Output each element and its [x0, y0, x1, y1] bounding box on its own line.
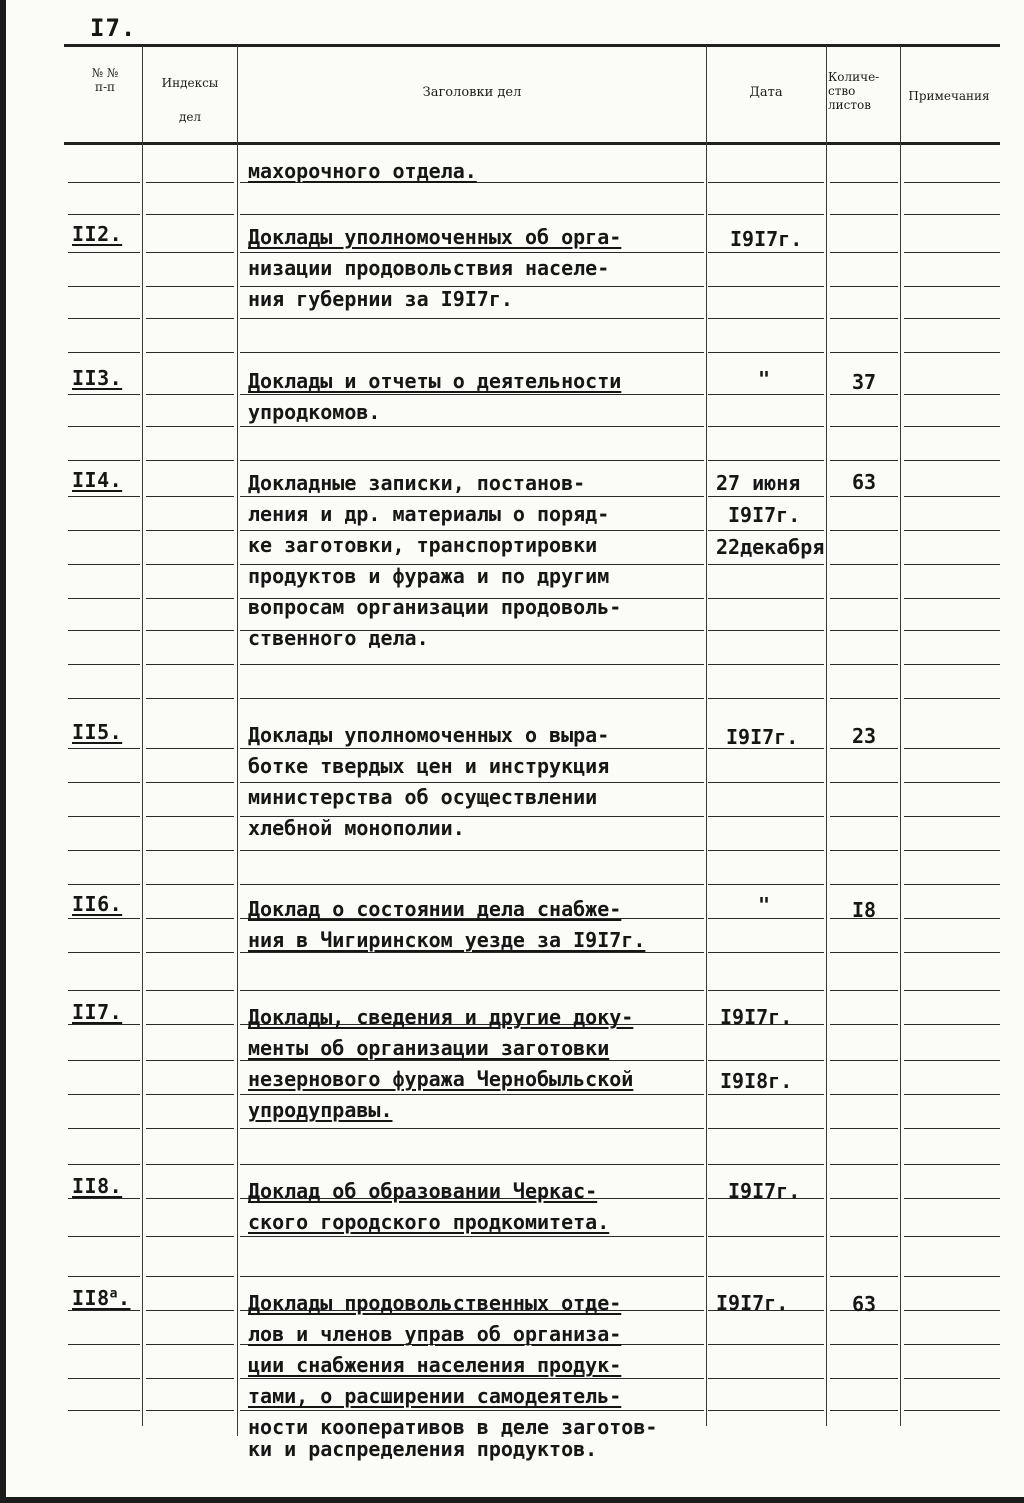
header-top-rule: [64, 44, 1000, 47]
ruled-line: [68, 530, 140, 531]
ruled-line: [68, 426, 140, 427]
ruled-line: [904, 884, 1000, 885]
ruled-line: [904, 252, 1000, 253]
ruled-line: [146, 816, 234, 817]
entry-title: [248, 894, 703, 956]
ruled-line: [68, 394, 140, 395]
ruled-line: [708, 182, 824, 183]
ruled-line: [708, 598, 824, 599]
ruled-line: [830, 782, 898, 783]
ruled-line: [146, 1060, 234, 1061]
ruled-line: [830, 182, 898, 183]
header-date: Дата: [749, 85, 783, 100]
ruled-line: [146, 1276, 234, 1277]
ruled-line: [708, 782, 824, 783]
ruled-line: [708, 318, 824, 319]
ruled-line: [830, 990, 898, 991]
entry-title-line: Доклады, сведения и другие доку-: [248, 1005, 634, 1029]
ruled-line: [708, 286, 824, 287]
entry-number-suffix: а: [109, 1286, 118, 1302]
entry-title-line: ния губернии за I9I7г.: [248, 287, 513, 311]
ruled-line: [830, 884, 898, 885]
entry-number: II8.: [72, 1174, 123, 1198]
ruled-line: [708, 352, 824, 353]
entry-date: I9I7г.: [720, 1005, 793, 1029]
ruled-line: [708, 664, 824, 665]
ruled-line: [904, 1198, 1000, 1199]
ruled-line: [904, 564, 1000, 565]
ruled-line: [68, 214, 140, 215]
ruled-line: [68, 918, 140, 919]
ruled-line: [830, 460, 898, 461]
ruled-line: [904, 1344, 1000, 1345]
ruled-line: [240, 1276, 704, 1277]
ruled-line: [708, 1276, 824, 1277]
entry-sheets: I8: [851, 898, 877, 922]
entry-date: I9I7г.: [730, 227, 803, 251]
entry-number: II6.: [72, 892, 123, 916]
ruled-line: [708, 630, 824, 631]
ruled-line: [830, 598, 898, 599]
ruled-line: [68, 598, 140, 599]
entry-title-line: министерства об осуществлении: [248, 785, 598, 809]
ruled-line: [904, 630, 1000, 631]
ruled-line: [146, 630, 234, 631]
ruled-line: [146, 952, 234, 953]
entry-title-line: лов и членов управ об организа-: [248, 1322, 622, 1346]
ruled-line: [146, 1128, 234, 1129]
entry-title-line: вопросам организации продоволь-: [248, 595, 622, 619]
ruled-line: [146, 782, 234, 783]
ruled-line: [146, 564, 234, 565]
ruled-line: [708, 460, 824, 461]
entry-title-line: Доклады продовольственных отде-: [248, 1291, 622, 1315]
ruled-line: [146, 352, 234, 353]
ruled-line: [708, 850, 824, 851]
ruled-line: [708, 698, 824, 699]
ruled-line: [68, 1094, 140, 1095]
entry-number-main: II8: [72, 1286, 110, 1310]
ruled-line: [708, 1128, 824, 1129]
ruled-line: [240, 460, 704, 461]
entry-number: II4.: [72, 468, 123, 492]
ruled-line: [830, 1128, 898, 1129]
ruled-line: [904, 782, 1000, 783]
ruled-line: [830, 318, 898, 319]
entry-title: [248, 720, 703, 844]
ruled-line: [146, 252, 234, 253]
scan-edge-bottom: [0, 1497, 1024, 1503]
entry-date: 22декабря: [716, 535, 825, 559]
column-divider-date: [826, 46, 827, 1426]
ruled-line: [240, 352, 704, 353]
header-bottom-rule: [64, 142, 1000, 145]
ruled-line: [240, 990, 704, 991]
entry-title: [248, 156, 703, 187]
ruled-line: [146, 664, 234, 665]
ruled-line: [146, 884, 234, 885]
ruled-line: [708, 1344, 824, 1345]
ruled-line: [904, 1128, 1000, 1129]
ruled-line: [830, 1024, 898, 1025]
ruled-line: [830, 564, 898, 565]
ruled-line: [68, 1410, 140, 1411]
entry-title-line: ского городского продкомитета.: [248, 1210, 610, 1234]
entry-date: I9I8г.: [720, 1069, 793, 1093]
ruled-line: [830, 1410, 898, 1411]
ruled-line: [146, 460, 234, 461]
entry-title-line: Докладные записки, постанов-: [248, 471, 586, 495]
entry-sheets: 37: [851, 370, 877, 394]
ruled-line: [708, 952, 824, 953]
entry-title: [248, 468, 703, 654]
ruled-line: [830, 1094, 898, 1095]
ruled-line: [146, 426, 234, 427]
ruled-line: [68, 748, 140, 749]
ruled-line: [146, 496, 234, 497]
page-number: I7.: [90, 14, 137, 42]
entry-sheets: 63: [851, 1292, 877, 1316]
ruled-line: [240, 214, 704, 215]
ruled-line: [146, 214, 234, 215]
scan-edge-left: [0, 0, 6, 1503]
ruled-line: [68, 1198, 140, 1199]
ruled-line: [68, 850, 140, 851]
ruled-line: [904, 1164, 1000, 1165]
ruled-line: [146, 1198, 234, 1199]
ruled-line: [68, 1128, 140, 1129]
ruled-line: [68, 816, 140, 817]
entry-title: [248, 366, 703, 428]
ruled-line: [708, 1378, 824, 1379]
ruled-line: [708, 214, 824, 215]
ruled-line: [830, 1164, 898, 1165]
ruled-line: [146, 598, 234, 599]
ruled-line: [68, 782, 140, 783]
entry-title-line: Доклады и отчеты о деятельности: [248, 369, 622, 393]
ruled-line: [904, 496, 1000, 497]
ruled-line: [830, 1198, 898, 1199]
entry-title-line: Доклады уполномоченных о выра-: [248, 723, 610, 747]
ruled-line: [830, 1060, 898, 1061]
entry-title: [248, 1288, 703, 1412]
ruled-line: [904, 1024, 1000, 1025]
entry-title-line: ки и распределения продуктов.: [248, 1437, 598, 1461]
ruled-line: [68, 1236, 140, 1237]
ruled-line: [904, 850, 1000, 851]
ruled-line: [708, 1060, 824, 1061]
ruled-line: [146, 918, 234, 919]
ruled-line: [68, 182, 140, 183]
ruled-line: [904, 664, 1000, 665]
entry-title-line: Доклад о состоянии дела снабже-: [248, 897, 622, 921]
ruled-line: [68, 1164, 140, 1165]
entry-sheets: 23: [851, 724, 877, 748]
header-notes: Примечания: [908, 89, 990, 103]
ruled-line: [146, 1094, 234, 1095]
ruled-line: [708, 1236, 824, 1237]
entry-number: II3.: [72, 366, 123, 390]
ruled-line: [68, 286, 140, 287]
ruled-line: [904, 352, 1000, 353]
ruled-line: [68, 496, 140, 497]
entry-number: $II8^а$.: [72, 1286, 131, 1310]
header-num: № № п-п: [91, 66, 119, 94]
ruled-line: [68, 252, 140, 253]
entry-title: [248, 222, 703, 315]
ruled-line: [830, 286, 898, 287]
ruled-line: [146, 1410, 234, 1411]
entry-title-line: Доклад об образовании Черкас-: [248, 1179, 598, 1203]
ruled-line: [830, 496, 898, 497]
entry-title-line: ления и др. материалы о поряд-: [248, 502, 610, 526]
ruled-line: [68, 664, 140, 665]
ruled-line: [240, 884, 704, 885]
ruled-line: [68, 1060, 140, 1061]
ruled-line: [904, 1276, 1000, 1277]
entry-title-line: упродкомов.: [248, 400, 381, 424]
entry-date: I9I7г.: [726, 725, 799, 749]
ruled-line: [904, 1310, 1000, 1311]
ruled-line: [904, 748, 1000, 749]
ruled-line: [146, 1164, 234, 1165]
ruled-line: [146, 286, 234, 287]
ruled-line: [68, 884, 140, 885]
ruled-line: [240, 664, 704, 665]
ruled-line: [830, 1236, 898, 1237]
ruled-line: [708, 426, 824, 427]
entry-number: II2.: [72, 222, 123, 246]
entry-title-line: незернового фуража Чернобыльской: [248, 1067, 634, 1091]
ruled-line: [830, 1344, 898, 1345]
entry-date-ditto: ": [758, 367, 771, 391]
entry-title-line: низации продовольствия населе-: [248, 256, 610, 280]
ruled-line: [904, 1060, 1000, 1061]
ruled-line: [146, 698, 234, 699]
entry-number: II7.: [72, 1000, 123, 1024]
entry-date: I9I7г.: [728, 503, 801, 527]
entry-title-line: ности кооперативов в деле заготов-: [248, 1415, 658, 1439]
ruled-line: [904, 1236, 1000, 1237]
column-divider-title: [706, 46, 707, 1426]
ruled-line: [904, 952, 1000, 953]
ruled-line: [68, 352, 140, 353]
ruled-line: [904, 182, 1000, 183]
ruled-line: [146, 394, 234, 395]
ruled-line: [904, 460, 1000, 461]
ruled-line: [708, 990, 824, 991]
ruled-line: [68, 952, 140, 953]
ruled-line: [830, 664, 898, 665]
ruled-line: [904, 816, 1000, 817]
ruled-line: [830, 1276, 898, 1277]
ruled-line: [708, 1164, 824, 1165]
ruled-line: [830, 952, 898, 953]
entry-sheets: 63: [851, 470, 877, 494]
entry-number: II5.: [72, 720, 123, 744]
ruled-line: [830, 252, 898, 253]
entry-date: I9I7г.: [716, 1291, 789, 1315]
entry-title-line: ственного дела.: [248, 626, 429, 650]
entry-date: I9I7г.: [728, 1179, 801, 1203]
entry-title-line: хлебной монополии.: [248, 816, 465, 840]
ruled-line: [240, 318, 704, 319]
ruled-line: [904, 426, 1000, 427]
ruled-line: [830, 1378, 898, 1379]
ruled-line: [68, 630, 140, 631]
ruled-line: [830, 426, 898, 427]
ruled-line: [146, 182, 234, 183]
header-title: Заголовки дел: [422, 85, 522, 100]
ruled-line: [68, 990, 140, 991]
ruled-line: [146, 530, 234, 531]
ruled-line: [708, 884, 824, 885]
ruled-line: [146, 1378, 234, 1379]
ruled-line: [708, 816, 824, 817]
ruled-line: [146, 850, 234, 851]
entry-title: [248, 1176, 703, 1238]
ruled-line: [904, 286, 1000, 287]
ruled-line: [830, 214, 898, 215]
ruled-line: [830, 698, 898, 699]
ruled-line: [146, 748, 234, 749]
ruled-line: [904, 1410, 1000, 1411]
ruled-line: [830, 748, 898, 749]
ruled-line: [904, 918, 1000, 919]
ruled-line: [68, 460, 140, 461]
ruled-line: [146, 318, 234, 319]
ruled-line: [904, 394, 1000, 395]
ruled-line: [830, 630, 898, 631]
column-divider-sheets: [900, 46, 901, 1426]
ruled-line: [904, 1378, 1000, 1379]
ruled-line: [904, 1094, 1000, 1095]
ruled-line: [240, 850, 704, 851]
ruled-line: [830, 394, 898, 395]
ruled-line: [240, 698, 704, 699]
ruled-line: [904, 598, 1000, 599]
ruled-line: [146, 1344, 234, 1345]
ruled-line: [68, 1024, 140, 1025]
ruled-line: [830, 816, 898, 817]
ruled-line: [68, 1344, 140, 1345]
ruled-line: [146, 1310, 234, 1311]
entry-title-line: махорочного отдела.: [248, 159, 477, 183]
ruled-line: [240, 1164, 704, 1165]
header-sheets: Количе- ство листов: [828, 70, 880, 112]
ruled-line: [904, 698, 1000, 699]
header-index: Индексы дел: [161, 76, 219, 124]
entry-date: 27 июня: [716, 471, 801, 495]
entry-title-line: ния в Чигиринском уезде за I9I7г.: [248, 928, 646, 952]
ruled-line: [68, 564, 140, 565]
ruled-line: [146, 990, 234, 991]
entry-title: [248, 1002, 703, 1126]
ruled-line: [68, 1276, 140, 1277]
ruled-line: [708, 1410, 824, 1411]
entry-title-line: менты об организации заготовки: [248, 1036, 610, 1060]
ruled-line: [240, 1128, 704, 1129]
entry-title-line: ке заготовки, транспортировки: [248, 533, 598, 557]
entry-title-line: тами, о расширении самодеятель-: [248, 1384, 622, 1408]
ruled-line: [68, 1310, 140, 1311]
entry-title-tail: [248, 1416, 703, 1460]
column-divider-index: [237, 46, 238, 1436]
ruled-line: [830, 352, 898, 353]
entry-title-line: ции снабжения населения продук-: [248, 1353, 622, 1377]
ruled-line: [904, 530, 1000, 531]
ruled-line: [708, 564, 824, 565]
ruled-line: [68, 1378, 140, 1379]
ruled-line: [904, 990, 1000, 991]
entry-date-ditto: ": [758, 893, 771, 917]
ruled-line: [146, 1024, 234, 1025]
ruled-line: [146, 1236, 234, 1237]
entry-title-line: продуктов и фуража и по другим: [248, 564, 610, 588]
ruled-line: [68, 318, 140, 319]
column-divider-num: [142, 46, 143, 1426]
ruled-line: [830, 530, 898, 531]
ruled-line: [830, 850, 898, 851]
entry-title-line: упродуправы.: [248, 1098, 393, 1122]
ruled-line: [68, 698, 140, 699]
entry-title-line: ботке твердых цен и инструкция: [248, 754, 610, 778]
ruled-line: [904, 318, 1000, 319]
entry-title-line: Доклады уполномоченных об орга-: [248, 225, 622, 249]
ruled-line: [904, 214, 1000, 215]
